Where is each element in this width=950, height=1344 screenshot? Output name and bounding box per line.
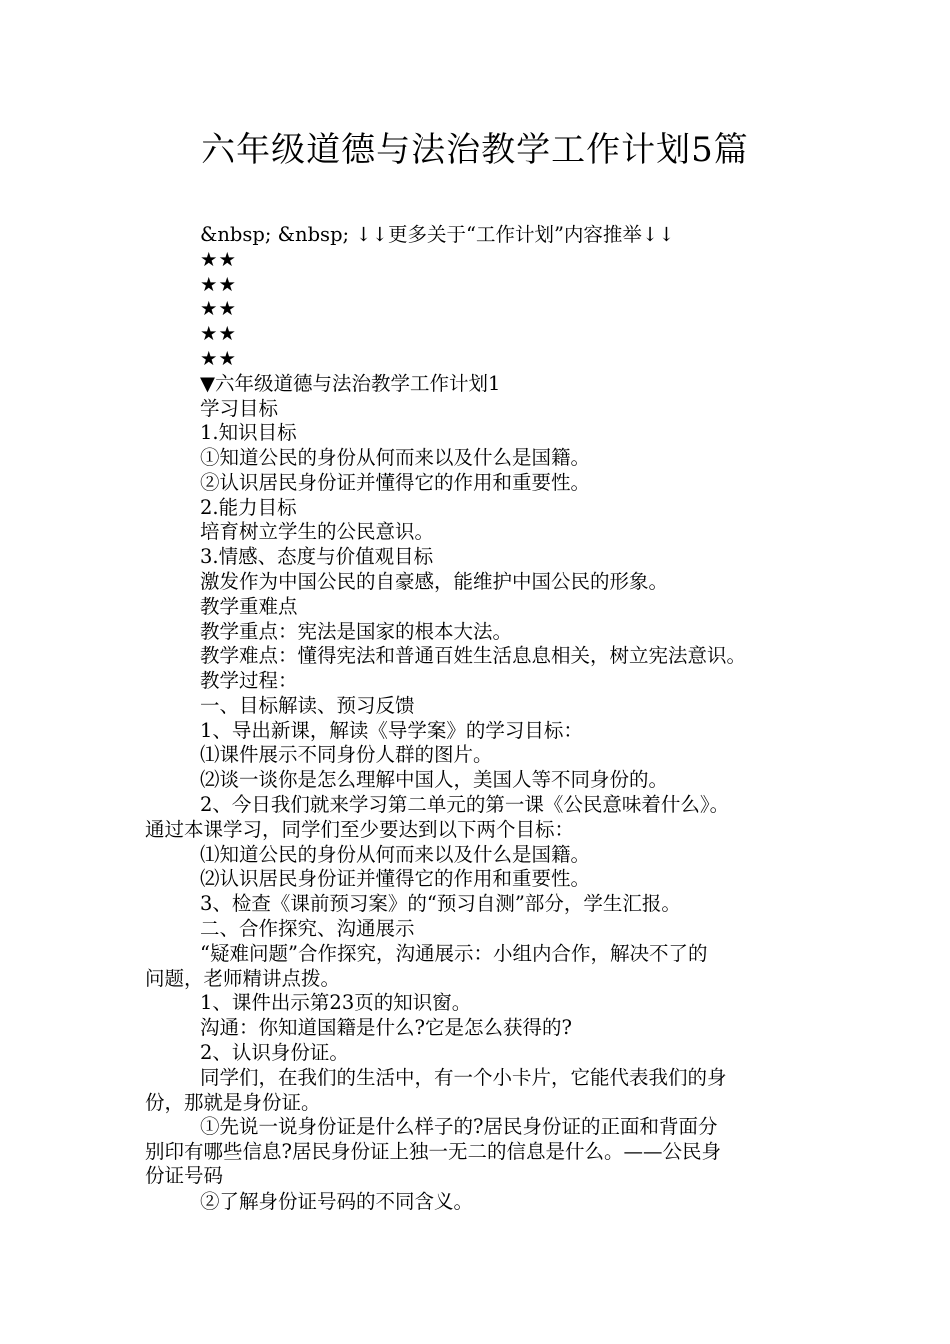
text-line: 学习目标	[200, 397, 279, 420]
text-line: 3.情感、态度与价值观目标	[200, 545, 434, 568]
text-line: ①知道公民的身份从何而来以及什么是国籍。	[200, 446, 591, 469]
text-line: 二、合作探究、沟通展示	[200, 917, 415, 940]
text-line: 3、检查《课前预习案》的“预习自测”部分，学生汇报。	[200, 892, 681, 915]
text-line: ⑴知道公民的身份从何而来以及什么是国籍。	[200, 843, 591, 866]
text-line: 1.知识目标	[200, 421, 297, 444]
text-line: 教学过程：	[200, 669, 298, 692]
recommend-line[interactable]: &nbsp; &nbsp; ↓↓更多关于“工作计划”内容推举↓↓	[200, 223, 675, 246]
text-line: 2、认识身份证。	[200, 1041, 349, 1064]
text-line: 培育树立学生的公民意识。	[200, 520, 435, 543]
star-rating-row: ★★	[200, 248, 237, 271]
paragraph-continuation: 通过本课学习，同学们至少要达到以下两个目标：	[145, 817, 575, 841]
star-rating-row: ★★	[200, 297, 237, 320]
paragraph-first-line: 2、今日我们就来学习第二单元的第一课《公民意味着什么》。	[200, 793, 730, 816]
text-line: ②了解身份证号码的不同含义。	[200, 1190, 474, 1213]
text-line: ⑵认识居民身份证并懂得它的作用和重要性。	[200, 867, 591, 890]
text-line: 教学重点：宪法是国家的根本大法。	[200, 620, 513, 643]
paragraph-continuation: 份，那就是身份证。	[145, 1090, 321, 1114]
text-line: 一、目标解读、预习反馈	[200, 694, 415, 717]
paragraph-continuation: 问题，老师精讲点拨。	[145, 966, 341, 990]
star-rating-row: ★★	[200, 347, 237, 370]
paragraph-first-line: ①先说一说身份证是什么样子的?居民身份证的正面和背面分	[200, 1115, 718, 1138]
paragraph-continuation: 别印有哪些信息?居民身份证上独一无二的信息是什么。——公民身	[145, 1139, 721, 1163]
text-line: ②认识居民身份证并懂得它的作用和重要性。	[200, 471, 591, 494]
star-rating-row: ★★	[200, 322, 237, 345]
star-rating-row: ★★	[200, 273, 237, 296]
paragraph	[145, 1115, 825, 1189]
paragraph-continuation: 份证号码	[145, 1164, 224, 1188]
paragraph	[145, 942, 825, 991]
text-line: 沟通：你知道国籍是什么?它是怎么获得的?	[200, 1016, 572, 1039]
text-line: 教学难点：懂得宪法和普通百姓生活息息相关，树立宪法意识。	[200, 644, 747, 667]
paragraph	[145, 793, 825, 842]
text-line: 1、课件出示第23页的知识窗。	[200, 991, 472, 1014]
paragraph-first-line: “疑难问题”合作探究，沟通展示：小组内合作，解决不了的	[200, 942, 708, 965]
text-line: ⑵谈一谈你是怎么理解中国人，美国人等不同身份的。	[200, 768, 669, 791]
text-line: 激发作为中国公民的自豪感，能维护中国公民的形象。	[200, 570, 669, 593]
document-title: 六年级道德与法治教学工作计划5篇	[201, 130, 749, 170]
text-line: 1、导出新课，解读《导学案》的学习目标：	[200, 719, 583, 742]
text-line: 2.能力目标	[200, 496, 297, 519]
paragraph	[145, 1066, 825, 1115]
paragraph-first-line: 同学们，在我们的生活中，有一个小卡片，它能代表我们的身	[200, 1066, 727, 1089]
section-heading: ▼六年级道德与法治教学工作计划1	[200, 372, 501, 395]
text-line: ⑴课件展示不同身份人群的图片。	[200, 743, 493, 766]
text-line: 教学重难点	[200, 595, 298, 618]
